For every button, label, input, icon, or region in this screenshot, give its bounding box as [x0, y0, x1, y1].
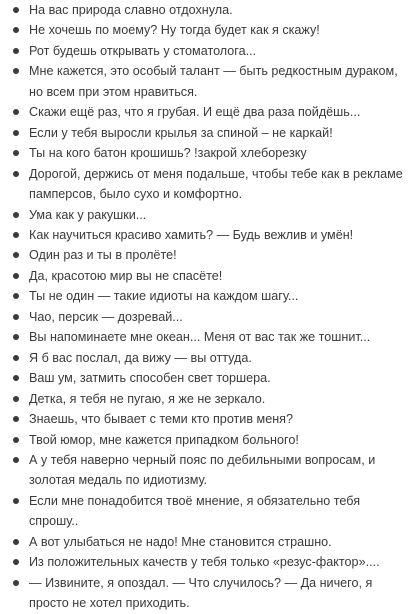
list-item [10, 307, 409, 327]
list-item-text: На вас природа славно отдохнула. [29, 3, 233, 17]
bullet-icon [13, 109, 19, 115]
list-item-text: Не хочешь по моему? Ну тогда будет как я скажу! [29, 23, 320, 38]
list-item [10, 41, 409, 61]
bullet-icon [13, 580, 19, 586]
list-item [10, 286, 409, 306]
list-item [10, 450, 409, 491]
bullet-icon [13, 314, 19, 320]
bullet-icon [13, 212, 19, 218]
list-item-text: Я б вас послал, да вижу — вы оттуда. [29, 350, 252, 365]
list-item [10, 491, 409, 532]
list-item-text: А у тебя наверно черный пояс по дебильными вопросам, и золотая медаль по идиотизму. [29, 452, 376, 488]
list-item-text: Один раз и ты в пролёте! [29, 248, 177, 263]
list-item-text: Ваш ум, затмить способен свет торшера. [29, 371, 271, 386]
bullet-icon [13, 171, 19, 177]
bullet-icon [13, 355, 19, 361]
bullet-icon [13, 437, 19, 443]
bullet-icon [13, 375, 19, 381]
list-item [10, 389, 409, 409]
list-item-text: Знаешь, что бывает с теми кто против меня? [29, 412, 293, 427]
list-item [10, 225, 409, 245]
bullet-icon [13, 498, 19, 504]
list-item [10, 102, 409, 122]
list-item-text: Мне кажется, это особый талант — быть редкостным дураком, но всем при этом нравиться. [29, 64, 398, 99]
list-item-text: А вот улыбаться не надо! Мне становится страшно. [29, 534, 332, 549]
bullet-icon [13, 27, 19, 33]
list-item-text: Рот будешь открывать у стоматолога... [29, 43, 257, 58]
list-item [10, 409, 409, 429]
bullet-icon [13, 293, 19, 299]
list-item-text: Если у тебя выросли крылья за спиной – не каркай! [29, 125, 333, 140]
bullet-icon [13, 416, 19, 422]
list-item-text: Дорогой, держись от меня подальше, чтобы тебе как в рекламе памперсов, было сухо и комфортно. [29, 166, 403, 202]
list-item [10, 61, 409, 102]
bullet-icon [13, 7, 19, 13]
list-item [10, 143, 409, 163]
bullet-icon [13, 252, 19, 258]
list-item-text: Как научиться красиво хамить? — Будь вежлив и умён! [29, 227, 354, 242]
insult-list [10, 0, 409, 614]
bullet-icon [13, 334, 19, 340]
list-item-text: Твой юмор, мне кажется припадком больного! [29, 432, 299, 447]
list-item [10, 123, 409, 143]
list-item-text: Да, красотою мир вы не спасёте! [29, 268, 223, 283]
list-item [10, 327, 409, 347]
bullet-icon [13, 130, 19, 136]
bullet-icon [13, 457, 19, 463]
bullet-icon [13, 150, 19, 156]
list-item-text: Детка, я тебя не пугаю, я же не зеркало. [29, 391, 266, 406]
bullet-icon [13, 68, 19, 74]
list-item-text: — Извините, я опоздал. — Что случилось? — Да ничего, я просто не хотел приходить. [29, 575, 373, 611]
bullet-icon [13, 539, 19, 545]
bullet-icon [13, 273, 19, 279]
bullet-icon [13, 232, 19, 238]
list-item [10, 368, 409, 388]
list-item [10, 266, 409, 286]
list-item-text: Ты не один — такие идиоты на каждом шагу... [29, 289, 299, 304]
bullet-icon [13, 48, 19, 54]
list-item [10, 20, 409, 40]
list-item-text: Из положительных качеств у тебя только «резус-фактор».... [29, 555, 380, 570]
list-item-text: Чао, персик — дозревай... [29, 309, 183, 324]
list-item [10, 532, 409, 552]
list-item-text: Ума как у ракушки... [29, 207, 147, 222]
list-item [10, 245, 409, 265]
list-item-text: Если мне понадобится твоё мнение, я обязательно тебя спрошу.. [29, 493, 361, 529]
bullet-icon [13, 396, 19, 402]
list-item [10, 164, 409, 205]
list-item [10, 205, 409, 225]
list-item-text: Ты на кого батон крошишь? !закрой хлеборезку [29, 146, 307, 161]
list-item-text: Вы напоминаете мне океан... Меня от вас так же тошнит... [29, 330, 371, 345]
list-item-text: Скажи ещё раз, что я грубая. И ещё два раза пойдёшь... [29, 105, 361, 120]
bullet-icon [13, 559, 19, 565]
list-item [10, 430, 409, 450]
list-item [10, 0, 409, 20]
list-item [10, 552, 409, 572]
list-item [10, 348, 409, 368]
list-item [10, 573, 409, 614]
